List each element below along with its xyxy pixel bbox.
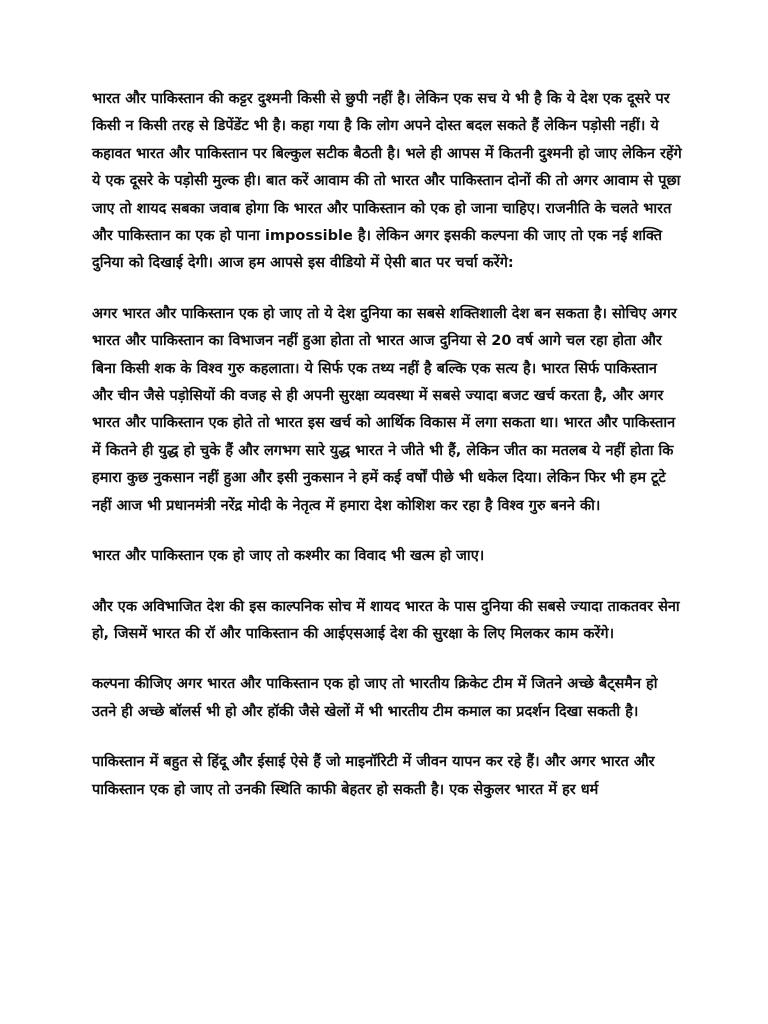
paragraph-minorities: पाकिस्तान में बहुत से हिंदू और ईसाई ऐसे हैं जो माइनॉरिटी में जीवन यापन कर रहे हैं। और अगर भारत और पाकिस्तान एक हो जाए तो उनकी स्थिति काफी बेहतर हो सकती है। एक सेकुलर भारत में हर धर्म bbox=[92, 754, 655, 798]
paragraph-army: और एक अविभाजित देश की इस काल्पनिक सोच में शायद भारत के पास दुनिया की सबसे ज्यादा ताकतवर सेना हो, जिसमें भारत की रॉ और पाकिस्तान की आईएसआई देश की सुरक्षा के लिए मिलकर काम करेंगे। bbox=[92, 598, 680, 642]
paragraph-cricket: कल्पना कीजिए अगर भारत और पाकिस्तान एक हो जाए तो भारतीय क्रिकेट टीम में जितने अच्छे बैट्समैन हो उतने ही अच्छे बॉलर्स भी हो और हॉकी जैसे खेलों में भी भारतीय टीम कमाल का प्रदर्शन दिखा सकती है। bbox=[92, 676, 658, 720]
paragraph-kashmir: भारत और पाकिस्तान एक हो जाए तो कश्मीर का विवाद भी खत्म हो जाए। bbox=[92, 548, 485, 565]
paragraph-intro: भारत और पाकिस्तान की कट्टर दुश्मनी किसी से छुपी नहीं है। लेकिन एक सच ये भी है कि ये देश एक दूसरे पर किसी न किसी तरह से डिपेंडेंट भी है। कहा गया है कि लोग अपने दोस्त बदल सकते हैं लेकिन पड़ोसी नहीं। ये कहावत भारत और पाकिस्तान पर बिल्कुल सटीक बैठती है। भले ही आपस में कितनी दुश्मनी हो जाए लेकिन रहेंगे ये एक दूसरे के पड़ोसी मुल्क ही। बात करें आवाम की तो भारत और पाकिस्तान दोनों की तो अगर आवाम से पूछा जाए तो शायद सबका जवाब होगा कि भारत और पाकिस्तान को एक हो जाना चाहिए। राजनीति के चलते भारत और पाकिस्तान का एक हो पाना impossible है। लेकिन अगर इसकी कल्पना की जाए तो एक नई शक्ति दुनिया को दिखाई देगी। आज हम आपसे इस वीडियो में ऐसी बात पर चर्चा करेंगे: bbox=[92, 91, 682, 272]
document-body bbox=[92, 86, 682, 827]
paragraph-superpower: अगर भारत और पाकिस्तान एक हो जाए तो ये देश दुनिया का सबसे शक्तिशाली देश बन सकता है। सोचिए अगर भारत और पाकिस्तान का विभाजन नहीं हुआ होता तो भारत आज दुनिया से 20 वर्ष आगे चल रहा होता और बिना किसी शक के विश्व गुरु कहलाता। ये सिर्फ एक तथ्य नहीं है बल्कि एक सत्य है। भारत सिर्फ पाकिस्तान और चीन जैसे पड़ोसियों की वजह से ही अपनी सुरक्षा व्यवस्था में सबसे ज्यादा बजट खर्च करता है, और अगर भारत और पाकिस्तान एक होते तो भारत इस खर्च को आर्थिक विकास में लगा सकता था। भारत और पाकिस्तान में कितने ही युद्ध हो चुके हैं और लगभग सारे युद्ध भारत ने जीते भी हैं, लेकिन जीत का मतलब ये नहीं होता कि हमारा कुछ नुकसान नहीं हुआ और इसी नुकसान ने हमें कई वर्षों पीछे भी धकेल दिया। लेकिन फिर भी हम टूटे नहीं आज भी प्रधानमंत्री नरेंद्र मोदी के नेतृत्व में हमारा देश कोशिश कर रहा है विश्व गुरु बनने की। bbox=[92, 305, 677, 514]
